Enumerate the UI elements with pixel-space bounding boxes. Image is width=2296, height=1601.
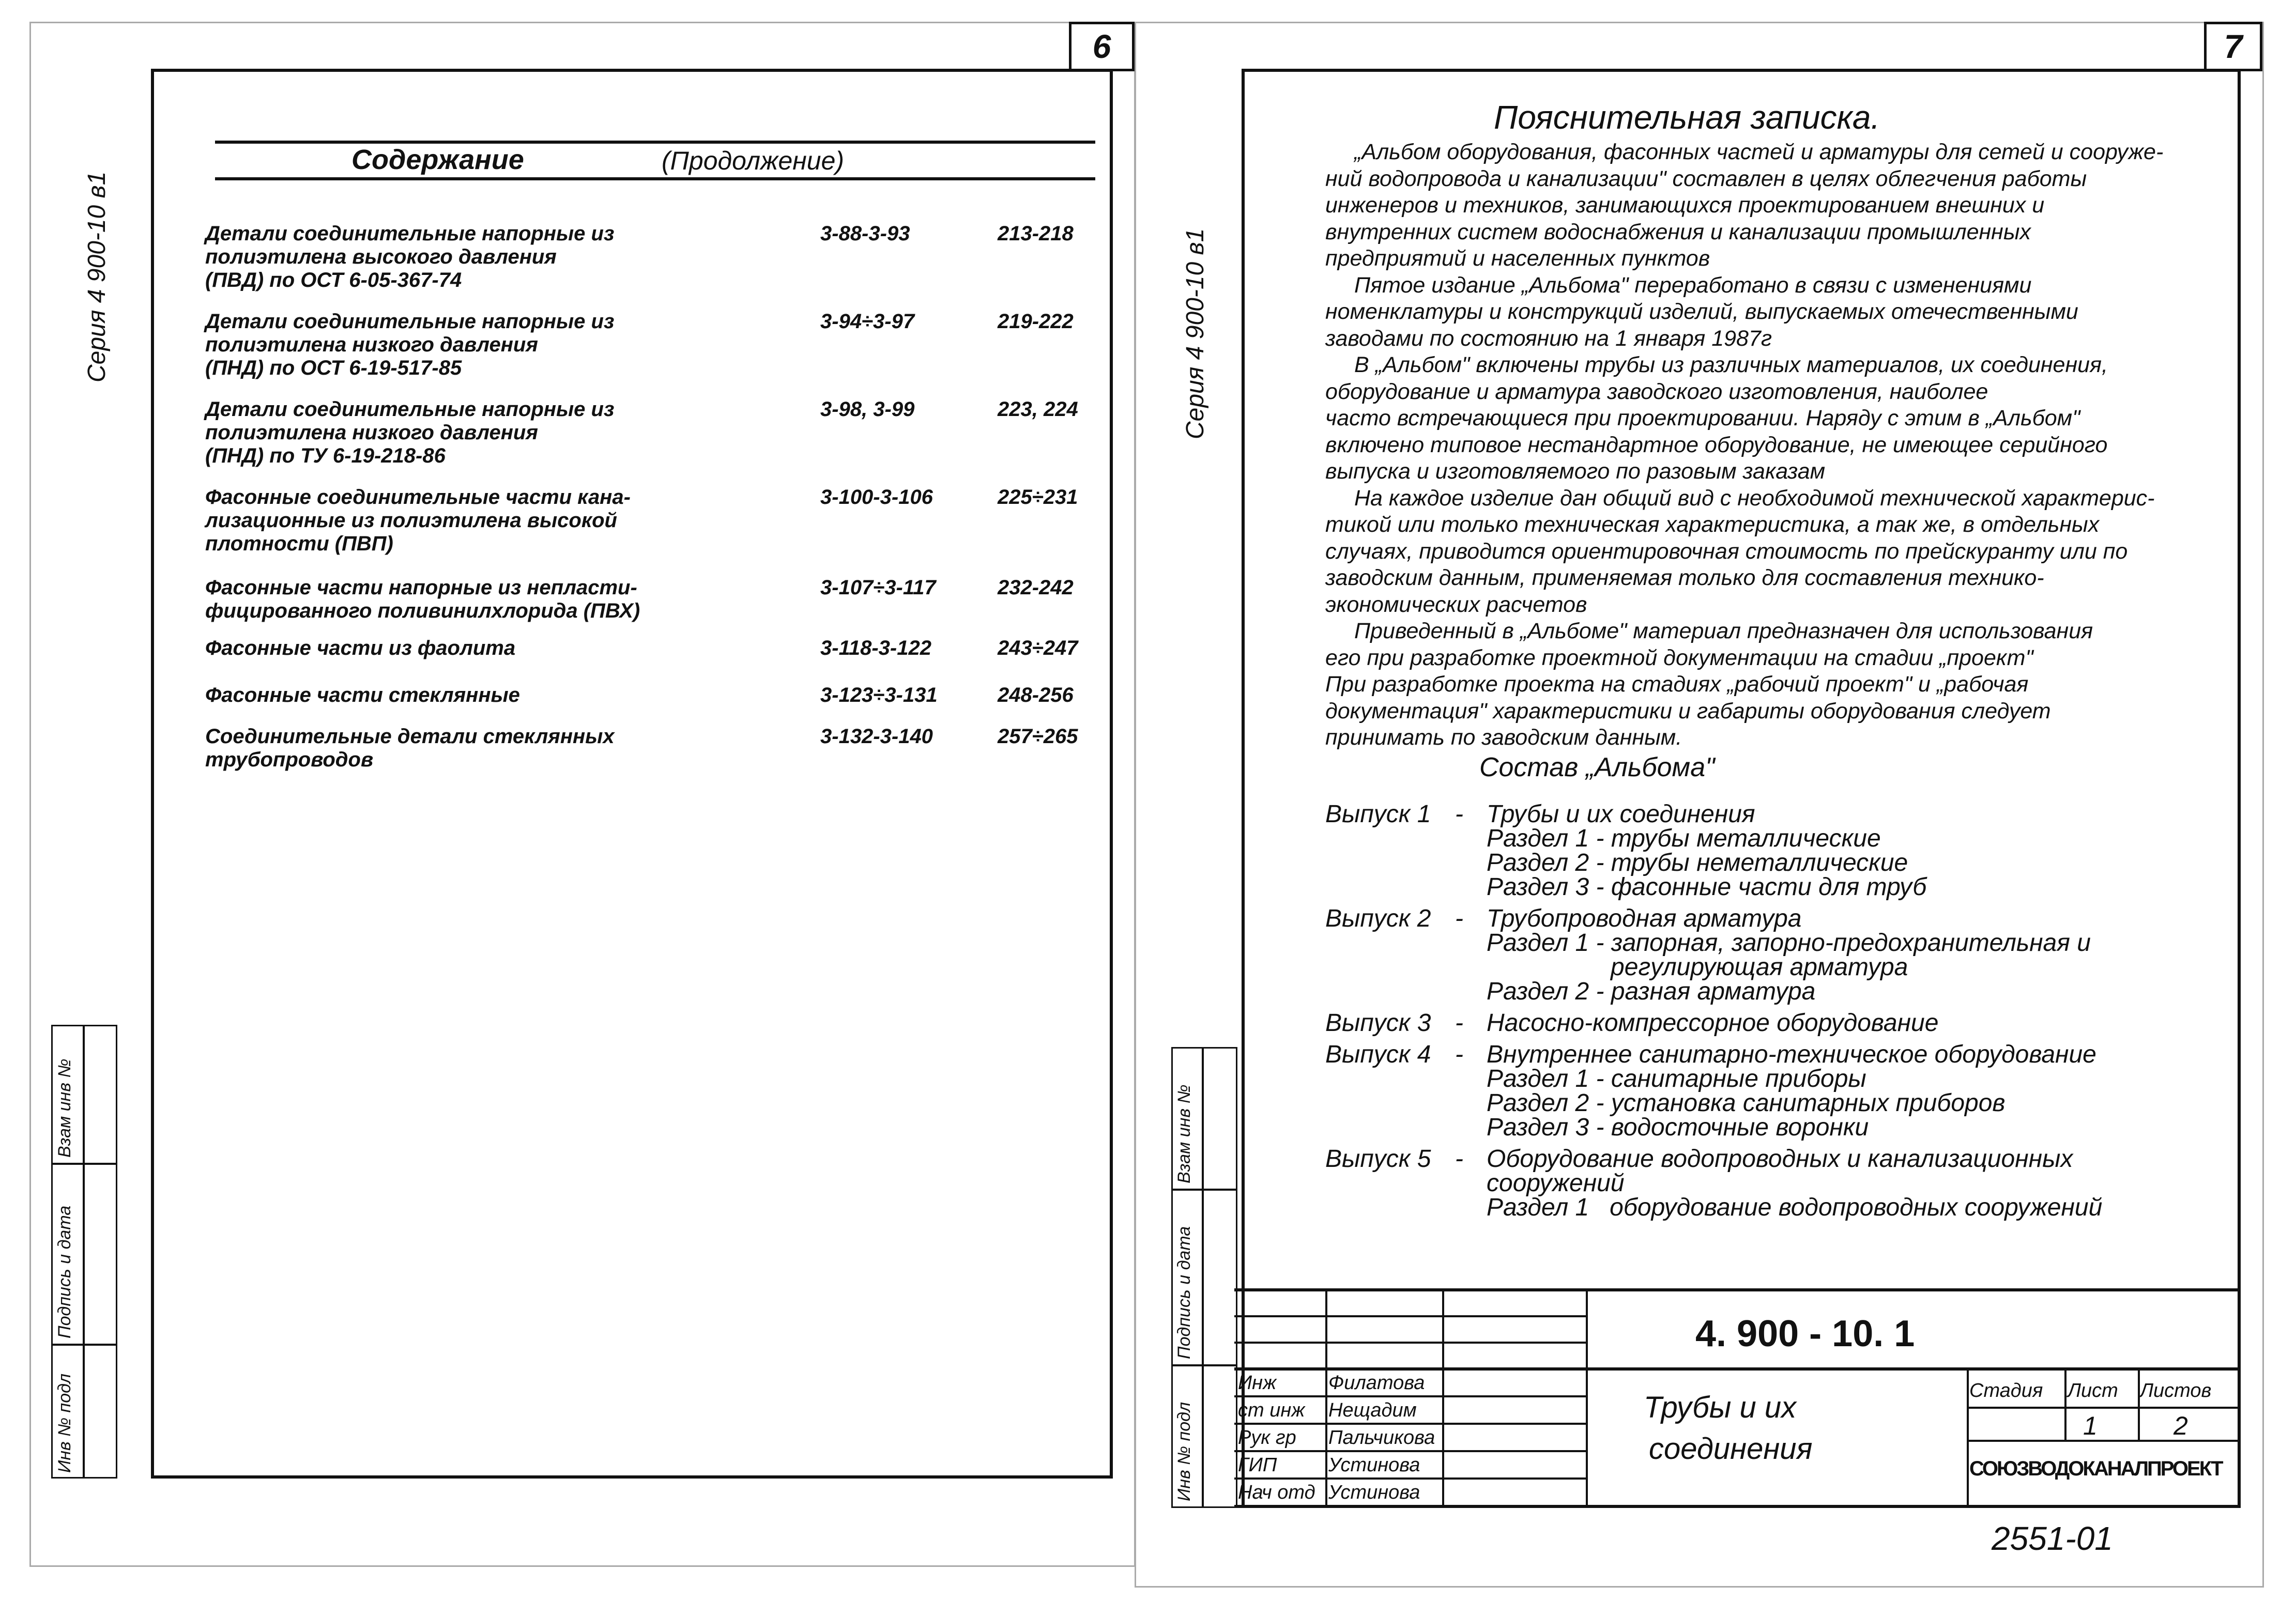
release-label: Выпуск 5	[1325, 1145, 1431, 1173]
signatory-role: ст инж	[1238, 1399, 1305, 1421]
release-section: Раздел 1 - запорная, запорно-предохранительная и	[1487, 929, 2091, 957]
contents-entry-code: 3-118-3-122	[820, 637, 931, 659]
left-stamp-sep	[51, 1163, 117, 1165]
contents-entry-line: Фасонные части из фаолита	[205, 637, 516, 659]
release-label: Выпуск 4	[1325, 1041, 1431, 1068]
release-title: Внутреннее санитарно-техническое оборудование	[1487, 1041, 2096, 1068]
contents-entry-line: полиэтилена высокого давления	[205, 245, 557, 268]
contents-entry-pages: 213-218	[998, 222, 1074, 245]
tb-col	[1586, 1288, 1588, 1508]
tb-col	[1967, 1369, 1969, 1508]
paragraph-line: Приведенный в „Альбоме" материал предназначен для использования	[1354, 619, 2093, 643]
contents-entry-line: Фасонные соединительные части кана-	[205, 486, 631, 509]
stamp-inv-label: Инв № подл	[1174, 1402, 1194, 1501]
sheets-label: Листов	[2140, 1380, 2212, 1402]
contents-entry-pages: 243÷247	[998, 637, 1078, 659]
contents-bottom-rule	[215, 177, 1095, 180]
paragraph-line: принимать по заводским данным.	[1325, 725, 1682, 750]
paragraph-line: его при разработке проектной документации на стадии „проект"	[1325, 645, 2033, 670]
contents-entry-title	[205, 398, 614, 468]
release-section: Раздел 3 - фасонные части для труб	[1487, 873, 1927, 901]
signatory-role: Нач отд	[1238, 1482, 1315, 1503]
tb-top-rule	[1234, 1288, 2238, 1291]
contents-entry-line: Детали соединительные напорные из	[205, 398, 615, 421]
organization: СОЮЗВОДОКАНАЛПРОЕКТ	[1969, 1457, 2222, 1480]
release-label: Выпуск 3	[1325, 1009, 1431, 1037]
release-section: Раздел 2 - разная арматура	[1487, 978, 1816, 1005]
contents-entry-code: 3-107÷3-117	[820, 576, 936, 599]
contents-entry-line: Соединительные детали стеклянных	[205, 725, 615, 748]
signatory-role: ГИП	[1238, 1454, 1277, 1476]
paragraph-line: документация" характеристики и габариты оборудования следует	[1325, 698, 2051, 723]
paragraph-line: При разработке проекта на стадиях „рабочий проект" и „рабочая	[1325, 672, 2029, 697]
release-section: сооружений	[1487, 1169, 1625, 1197]
signatory-name: Устинова	[1328, 1454, 1420, 1476]
tb-row	[1967, 1407, 2238, 1409]
release-title: Насосно-компрессорное оборудование	[1487, 1009, 1939, 1037]
contents-entry-title	[205, 222, 614, 292]
stamp-signature-label: Подпись и дата	[1174, 1226, 1194, 1359]
paragraph-line: внутренних систем водоснабжения и канализации промышленных	[1325, 219, 2031, 244]
contents-entry-line: (ПВД) по ОСТ 6-05-367-74	[205, 269, 462, 291]
contents-entry-line: полиэтилена низкого давления	[205, 333, 538, 356]
release-dash: -	[1455, 1041, 1463, 1068]
paragraph-line: „Альбом оборудования, фасонных частей и арматуры для сетей и сооруже-	[1354, 140, 2164, 164]
contents-entry-pages: 223, 224	[998, 398, 1078, 421]
release-section: Раздел 2 - трубы неметаллические	[1487, 849, 1908, 876]
contents-entry-code: 3-94÷3-97	[820, 310, 915, 333]
stamp-replacement-label: Взам инв №	[1174, 1084, 1194, 1183]
archive-number: 2551-01	[1992, 1520, 2113, 1557]
release-title: Трубы и их соединения	[1487, 800, 1755, 828]
contents-entry-line: Детали соединительные напорные из	[205, 310, 615, 333]
stage-label: Стадия	[1969, 1380, 2043, 1402]
contents-entry-line: трубопроводов	[205, 748, 374, 771]
composition-title: Состав „Альбома"	[1479, 752, 1715, 782]
stamp-signature-label: Подпись и дата	[55, 1205, 74, 1338]
release-section: регулирующая арматура	[1487, 953, 1908, 981]
release-section: Раздел 1 оборудование водопроводных сооружений	[1487, 1194, 2103, 1221]
release-dash: -	[1455, 905, 1463, 932]
paragraph-line: Пятое издание „Альбома" переработано в связи с изменениями	[1354, 272, 2032, 298]
contents-entry-pages: 232-242	[998, 576, 1074, 599]
right-stamp-sep	[1171, 1364, 1237, 1366]
contents-entry-code: 3-132-3-140	[820, 725, 933, 748]
contents-entry-title	[205, 725, 615, 772]
paragraph-line: экономических расчетов	[1325, 592, 1587, 617]
tb-bottom-rule	[1234, 1505, 2238, 1508]
sheet-label: Лист	[2068, 1380, 2118, 1402]
contents-title: Содержание	[351, 144, 524, 175]
release-section: Раздел 1 - санитарные приборы	[1487, 1065, 1866, 1092]
signatory-role: Рук гр	[1238, 1427, 1296, 1449]
sheet-value: 1	[2083, 1411, 2098, 1440]
paragraph-line: ний водопровода и канализации" составлен в целях облегчения работы	[1325, 166, 2087, 191]
contents-entry-code: 3-98, 3-99	[820, 398, 915, 421]
contents-entry-code: 3-88-3-93	[820, 222, 910, 245]
signatory-name: Устинова	[1328, 1482, 1420, 1503]
note-title: Пояснительная записка.	[1494, 99, 1880, 136]
right-series-label: Серия 4 900-10 в1	[1182, 228, 1209, 439]
release-dash: -	[1455, 800, 1463, 828]
contents-entry-line: фицированного поливинилхлорида (ПВХ)	[205, 599, 640, 622]
sheets-value: 2	[2173, 1411, 2188, 1440]
contents-entry-pages: 219-222	[998, 310, 1074, 333]
release-dash: -	[1455, 1009, 1463, 1037]
tb-col	[2064, 1369, 2067, 1441]
tb-row	[1234, 1450, 1586, 1452]
left-stamp-divider	[83, 1025, 85, 1479]
tb-row	[1234, 1342, 1586, 1344]
tb-col	[1325, 1288, 1327, 1508]
contents-entry-code: 3-123÷3-131	[820, 684, 938, 706]
tb-row	[1967, 1440, 2238, 1442]
stamp-inv-label: Инв № подл	[55, 1373, 74, 1473]
tb-col	[1442, 1288, 1444, 1508]
contents-entry-title	[205, 684, 520, 707]
release-section: Раздел 3 - водосточные воронки	[1487, 1114, 1869, 1141]
stamp-replacement-label: Взам инв №	[55, 1058, 74, 1158]
right-stamp-sep	[1171, 1189, 1237, 1191]
tb-row	[1234, 1395, 1586, 1397]
release-title: Трубопроводная арматура	[1487, 905, 1802, 932]
designation: 4. 900 - 10. 1	[1695, 1313, 1915, 1354]
release-section: Раздел 1 - трубы металлические	[1487, 825, 1881, 852]
contents-entry-line: Детали соединительные напорные из	[205, 222, 615, 245]
paragraph-line: На каждое изделие дан общий вид с необходимой технической характерис-	[1354, 485, 2155, 511]
contents-entry-line: лизационные из полиэтилена высокой	[205, 509, 617, 532]
sheet-name-line2: соединения	[1649, 1432, 1813, 1466]
tb-row	[1234, 1477, 1586, 1480]
left-series-label: Серия 4 900-10 в1	[83, 171, 111, 382]
contents-entry-line: (ПНД) по ТУ 6-19-218-86	[205, 444, 446, 467]
contents-top-rule	[215, 141, 1095, 144]
tb-mid-rule	[1234, 1367, 2238, 1371]
signatory-name: Нещадим	[1328, 1399, 1417, 1421]
paragraph-line: часто встречающиеся при проектировании. Наряду с этим в „Альбом"	[1325, 406, 2080, 430]
contents-entry-line: Фасонные части напорные из непласти-	[205, 576, 637, 599]
paragraph-line: оборудование и арматура заводского изготовления, наиболее	[1325, 379, 1988, 404]
contents-entry-title	[205, 486, 631, 556]
contents-entry-pages: 225÷231	[998, 486, 1078, 509]
paragraph-line: заводами по состоянию на 1 января 1987г	[1325, 326, 1772, 351]
right-page-number: 7	[2204, 22, 2262, 71]
tb-row	[1234, 1423, 1586, 1425]
contents-entry-line: плотности (ПВП)	[205, 532, 393, 555]
contents-entry-pages: 257÷265	[998, 725, 1078, 748]
paragraph-line: В „Альбом" включены трубы из различных материалов, их соединения,	[1354, 352, 2108, 377]
contents-entry-line: (ПНД) по ОСТ 6-19-517-85	[205, 357, 462, 379]
contents-entry-code: 3-100-3-106	[820, 486, 933, 509]
contents-entry-title	[205, 637, 515, 660]
paragraph-line: инженеров и техников, занимающихся проектированием внешних и	[1325, 193, 2045, 218]
paragraph-line: заводским данным, применяемая только для составления технико-	[1325, 565, 2044, 590]
release-title: Оборудование водопроводных и канализационных	[1487, 1145, 2073, 1173]
paragraph-line: случаях, приводится ориентировочная стоимость по прейскуранту или по	[1325, 538, 2128, 564]
paragraph-line: тикой или только техническая характеристика, а так же, в отдельных	[1325, 512, 2100, 537]
right-stamp-divider	[1202, 1047, 1204, 1508]
left-stamp-sep	[51, 1344, 117, 1346]
paragraph-line: включено типовое нестандартное оборудование, не имеющее серийного	[1325, 432, 2108, 457]
release-label: Выпуск 2	[1325, 905, 1431, 932]
contents-entry-line: полиэтилена низкого давления	[205, 421, 538, 444]
paragraph-line: предприятий и населенных пунктов	[1325, 246, 1710, 271]
contents-entry-pages: 248-256	[998, 684, 1074, 706]
left-page-number: 6	[1069, 22, 1135, 71]
signatory-name: Пальчикова	[1328, 1427, 1435, 1449]
signatory-role: Инж	[1238, 1372, 1277, 1394]
contents-entry-title	[205, 310, 614, 380]
release-section: Раздел 2 - установка санитарных приборов	[1487, 1089, 2006, 1117]
contents-entry-title	[205, 576, 640, 623]
contents-subtitle: (Продолжение)	[662, 146, 845, 175]
sheet-name-line1: Трубы и их	[1644, 1391, 1797, 1424]
contents-entry-line: Фасонные части стеклянные	[205, 684, 520, 706]
paragraph-line: выпуска и изготовляемого по разовым заказам	[1325, 459, 1826, 484]
tb-row	[1234, 1315, 1586, 1317]
release-label: Выпуск 1	[1325, 800, 1431, 828]
signatory-name: Филатова	[1328, 1372, 1425, 1394]
release-dash: -	[1455, 1145, 1463, 1173]
paragraph-line: номенклатуры и конструкций изделий, выпускаемых отечественными	[1325, 299, 2078, 324]
